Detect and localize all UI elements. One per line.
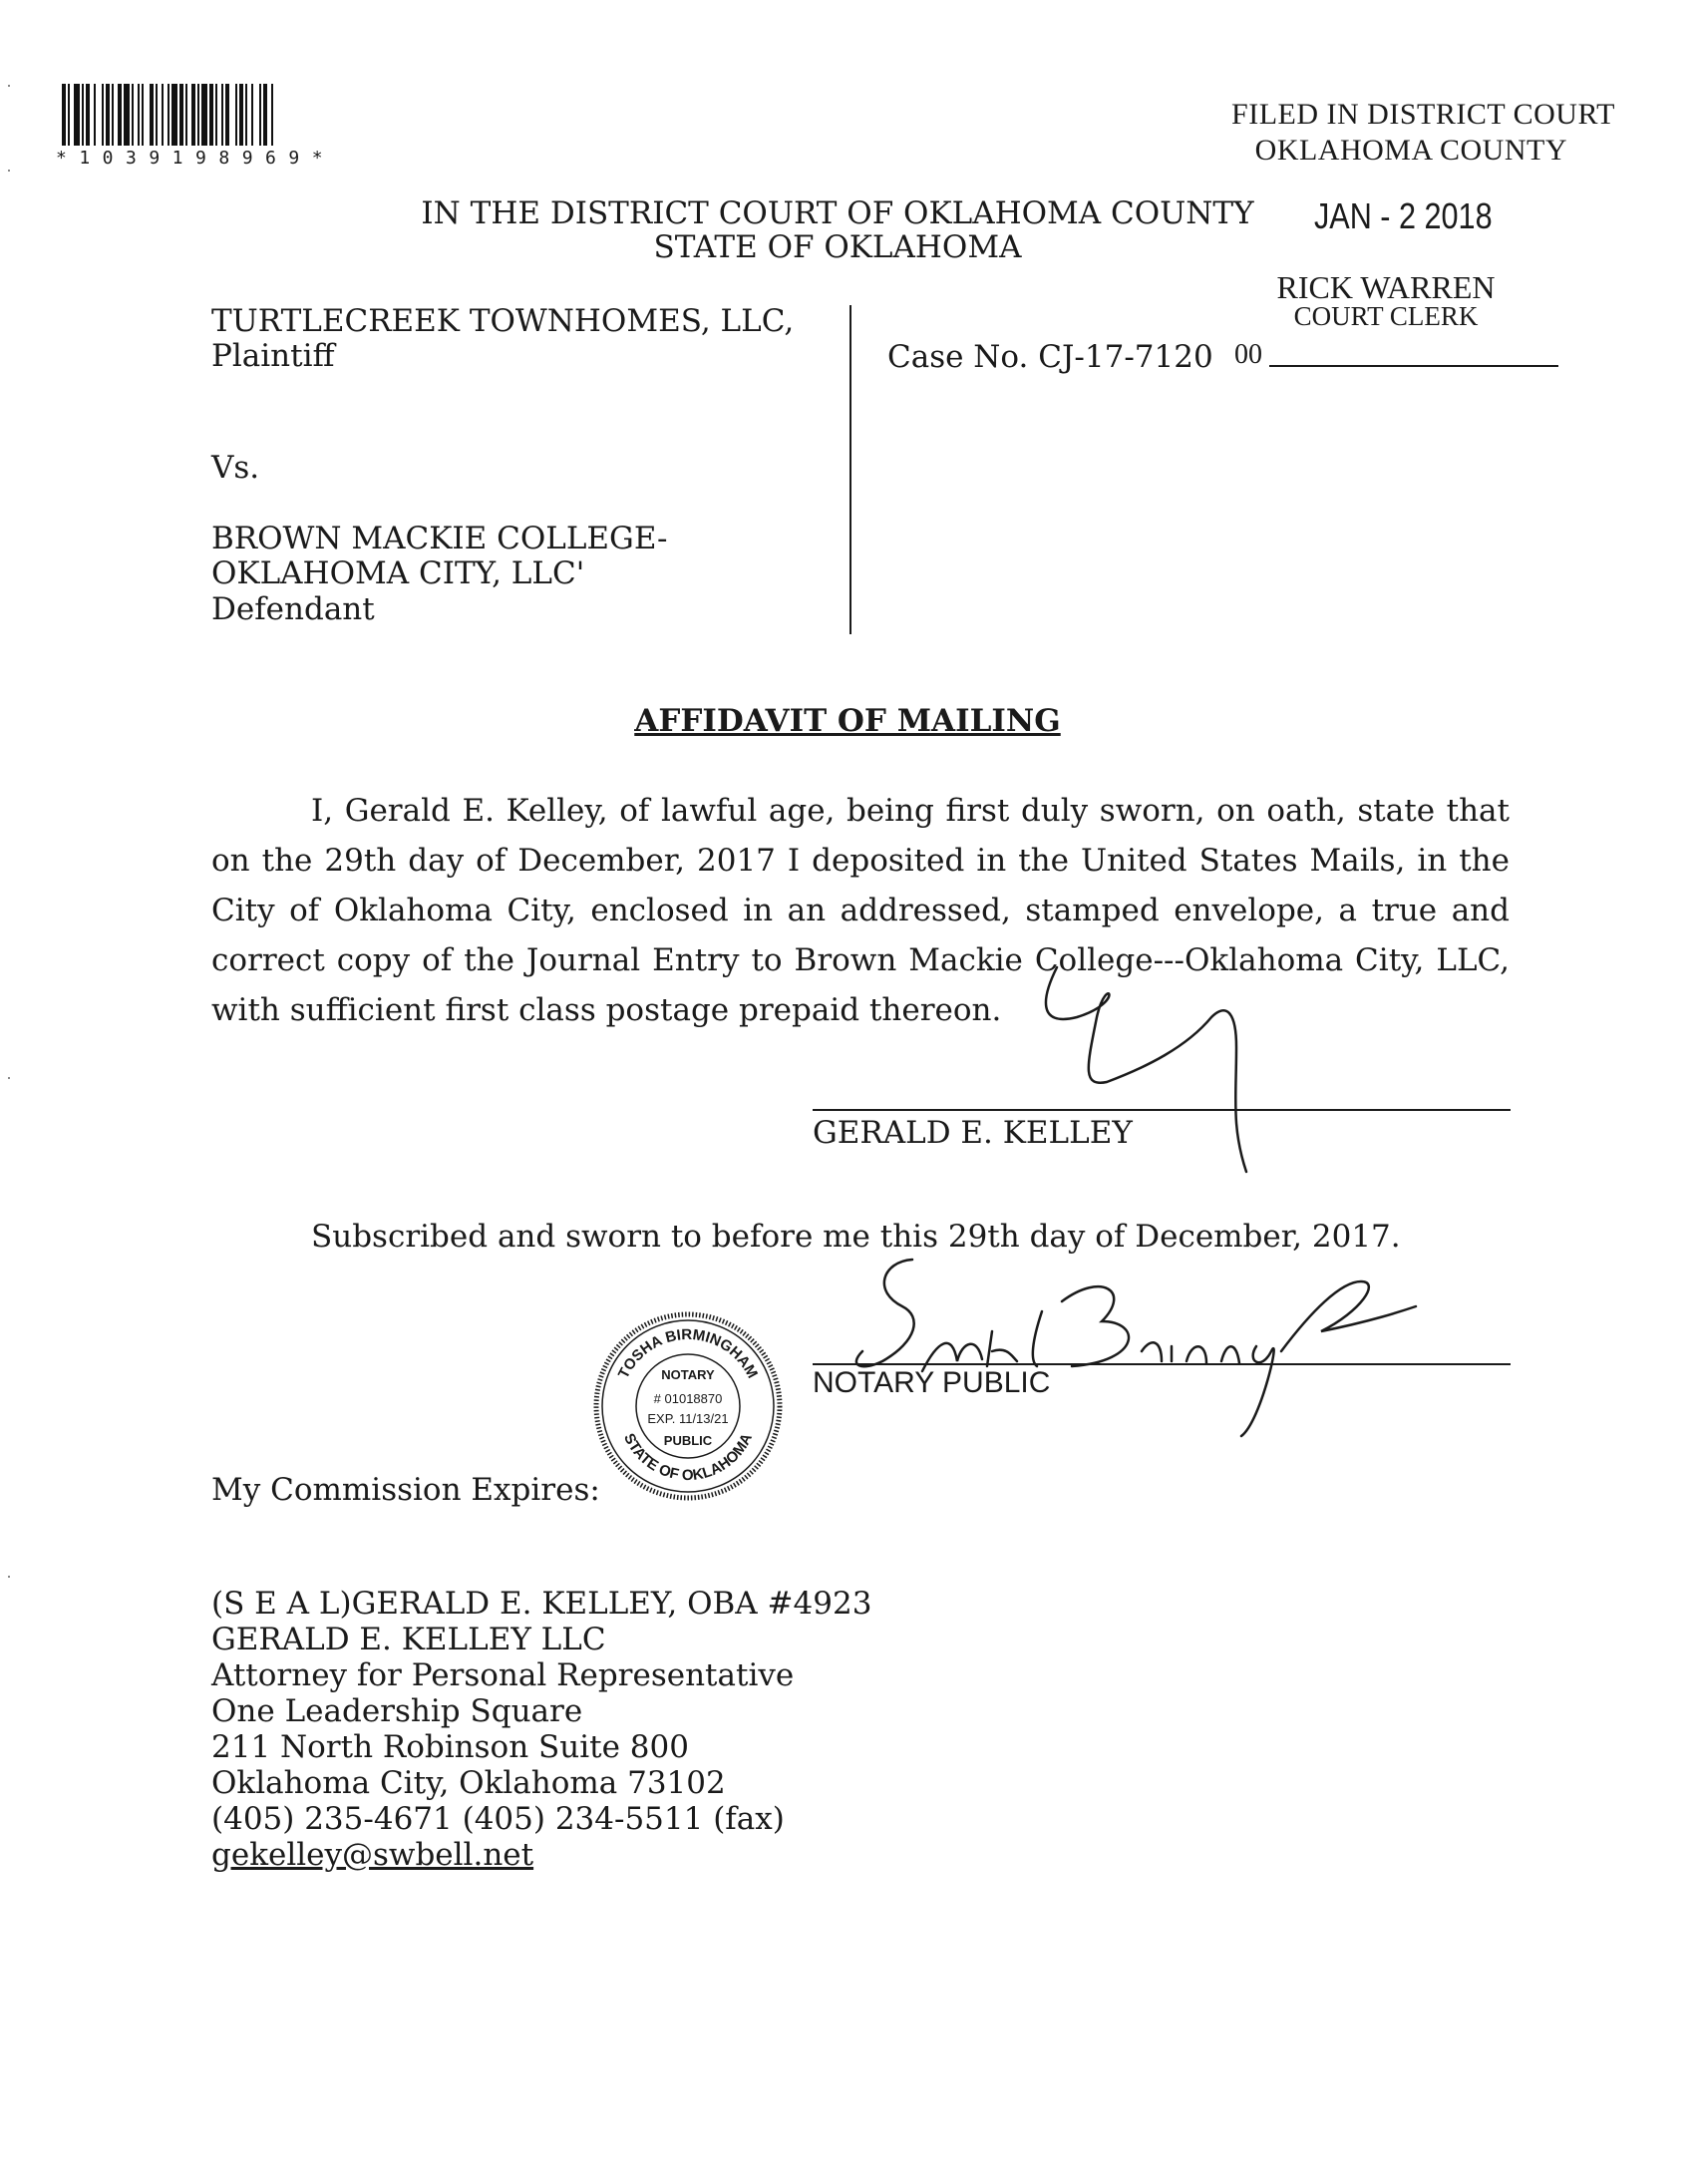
attorney-street: 211 North Robinson Suite 800 xyxy=(211,1729,689,1765)
plaintiff-role: Plaintiff xyxy=(211,338,335,374)
filed-stamp-line2: OKLAHOMA COUNTY xyxy=(1254,134,1567,167)
barcode-bar xyxy=(271,84,273,146)
scan-speck xyxy=(8,85,10,87)
scan-speck xyxy=(8,170,10,172)
defendant-role: Defendant xyxy=(211,591,375,627)
barcode-bar xyxy=(215,84,217,146)
barcode-bar xyxy=(168,84,170,146)
barcode-bar xyxy=(245,84,247,146)
notary-signature-line xyxy=(813,1363,1511,1365)
barcode xyxy=(62,84,361,146)
court-state: STATE OF OKLAHOMA xyxy=(653,229,1022,265)
barcode-bar xyxy=(239,84,243,146)
svg-text:# 01018870: # 01018870 xyxy=(653,1391,723,1406)
attorney-firm: GERALD E. KELLEY LLC xyxy=(211,1622,606,1657)
barcode-bar xyxy=(112,84,114,146)
court-name: IN THE DISTRICT COURT OF OKLAHOMA COUNTY xyxy=(421,195,1254,231)
barcode-bar xyxy=(259,84,261,146)
barcode-bar xyxy=(102,84,104,146)
notary-seal xyxy=(593,1311,783,1501)
barcode-bar xyxy=(179,84,183,146)
defendant-name-line1: BROWN MACKIE COLLEGE- xyxy=(211,521,668,556)
attorney-seal-line: (S E A L)GERALD E. KELLEY, OBA #4923 xyxy=(211,1586,872,1622)
clerk-title: COURT CLERK xyxy=(1293,301,1479,331)
barcode-bar xyxy=(124,84,130,146)
barcode-bar xyxy=(221,84,223,146)
plaintiff-name: TURTLECREEK TOWNHOMES, LLC, xyxy=(211,303,795,339)
filed-date: JAN - 2 2018 xyxy=(1314,195,1493,236)
deputy-prefix: 00 xyxy=(1234,339,1262,370)
scan-speck xyxy=(8,1576,10,1578)
notary-signature xyxy=(843,1252,1421,1441)
document-title: AFFIDAVIT OF MAILING xyxy=(634,703,1061,739)
attorney-city: Oklahoma City, Oklahoma 73102 xyxy=(211,1765,726,1801)
barcode-bar xyxy=(156,84,158,146)
barcode-bar xyxy=(86,84,90,146)
barcode-bar xyxy=(138,84,140,146)
barcode-bar xyxy=(191,84,195,146)
versus: Vs. xyxy=(211,450,260,486)
barcode-bar xyxy=(62,84,66,146)
barcode-bar xyxy=(225,84,229,146)
defendant-name-line2: OKLAHOMA CITY, LLC' xyxy=(211,555,585,591)
affiant-signature-line xyxy=(813,1109,1511,1111)
affiant-name: GERALD E. KELLEY xyxy=(813,1115,1133,1151)
barcode-bar xyxy=(263,84,267,146)
barcode-bar xyxy=(68,84,70,146)
barcode-bar xyxy=(150,84,154,146)
scan-speck xyxy=(8,1077,10,1079)
svg-text:NOTARY: NOTARY xyxy=(661,1367,715,1382)
affidavit-body: I, Gerald E. Kelley, of lawful age, being first duly sworn, on oath, state that on the 29th day of December, 2017 I deposited in the United States Mails, in the City of Oklahoma City, enclosed in an addressed, stamped envelope, a true and correct copy of the Journal Entry to Brown Mackie College---Oklahoma City, LLC, with sufficient first class postage prepaid thereon. xyxy=(211,793,1510,1028)
barcode-bar xyxy=(132,84,134,146)
commission-expires-label: My Commission Expires: xyxy=(211,1472,600,1508)
barcode-bar xyxy=(201,84,207,146)
barcode-bar xyxy=(197,84,199,146)
notary-label: NOTARY PUBLIC xyxy=(813,1366,1051,1399)
barcode-bar xyxy=(235,84,237,146)
barcode-bar xyxy=(162,84,164,146)
svg-text:TOSHA BIRMINGHAM: TOSHA BIRMINGHAM xyxy=(614,1325,762,1382)
deputy-signature-line xyxy=(1269,365,1558,367)
attorney-email-link[interactable]: gekelley@swbell.net xyxy=(211,1837,534,1873)
svg-text:STATE OF OKLAHOMA: STATE OF OKLAHOMA xyxy=(620,1430,756,1485)
filed-stamp-line1: FILED IN DISTRICT COURT xyxy=(1231,98,1615,131)
svg-text:EXP. 11/13/21: EXP. 11/13/21 xyxy=(647,1411,729,1426)
barcode-bar xyxy=(171,84,177,146)
caption-divider xyxy=(849,305,851,634)
barcode-bar xyxy=(94,84,96,146)
barcode-bar xyxy=(251,84,253,146)
barcode-bar xyxy=(118,84,122,146)
jurat: Subscribed and sworn to before me this 29th day of December, 2017. xyxy=(311,1219,1401,1255)
attorney-role: Attorney for Personal Representative xyxy=(211,1657,795,1693)
barcode-bar xyxy=(82,84,84,146)
barcode-bar xyxy=(106,84,110,146)
case-number: Case No. CJ-17-7120 xyxy=(887,339,1213,375)
svg-text:PUBLIC: PUBLIC xyxy=(663,1433,713,1448)
clerk-name: RICK WARREN xyxy=(1276,269,1496,305)
barcode-bar xyxy=(74,84,80,146)
barcode-bar xyxy=(185,84,187,146)
barcode-bar xyxy=(209,84,213,146)
attorney-phone: (405) 235-4671 (405) 234-5511 (fax) xyxy=(211,1801,785,1837)
barcode-bar xyxy=(142,84,144,146)
barcode-number: *1039198969* xyxy=(56,148,336,169)
attorney-building: One Leadership Square xyxy=(211,1693,583,1729)
